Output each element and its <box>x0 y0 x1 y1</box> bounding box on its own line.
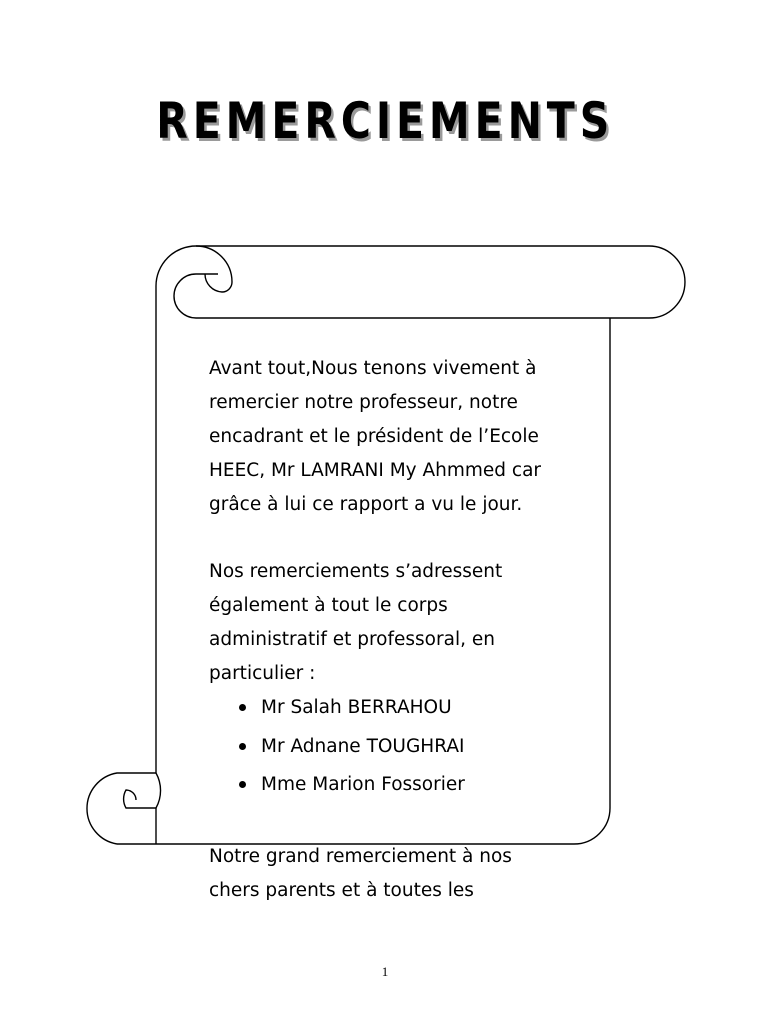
page-title: REMERCIEMENTS <box>156 92 614 150</box>
list-item-text: Mr Adnane TOUGHRAI <box>261 735 465 757</box>
bullet-icon <box>239 704 246 711</box>
scroll-left-edge <box>156 246 196 773</box>
text-line: administratif et professoral, en <box>209 629 495 650</box>
text-line: grâce à lui ce rapport a vu le jour. <box>209 494 523 515</box>
paragraph-staff <box>209 555 609 691</box>
text-line: chers parents et à toutes les <box>209 880 474 901</box>
text-line: HEEC, Mr LAMRANI My Ahmmed car <box>209 460 542 481</box>
text-line: Nos remerciements s’adressent <box>209 561 503 582</box>
list-item <box>239 691 465 730</box>
list-item-text: Mme Marion Fossorier <box>261 774 465 795</box>
paragraph-intro <box>209 352 609 522</box>
bullet-icon <box>239 781 246 788</box>
list-item-text: Mr Salah BERRAHOU <box>261 697 452 718</box>
list-item <box>239 730 465 769</box>
text-line: également à tout le corps <box>209 595 448 616</box>
text-line: Notre grand remerciement à nos <box>209 846 512 867</box>
scroll-top-curl <box>196 246 232 292</box>
scroll-top-roll <box>174 246 685 318</box>
list-item <box>239 768 465 807</box>
text-line: particulier : <box>209 663 316 684</box>
names-list <box>239 691 465 807</box>
text-line: encadrant et le président de l’Ecole <box>209 426 539 447</box>
bullet-icon <box>239 743 246 750</box>
text-line: remercier notre professeur, notre <box>209 392 518 413</box>
paragraph-family <box>209 840 609 908</box>
text-line: Avant tout,Nous tenons vivement à <box>209 358 537 379</box>
scroll-bottom-curl <box>124 773 161 808</box>
page-number: 1 <box>381 964 389 979</box>
